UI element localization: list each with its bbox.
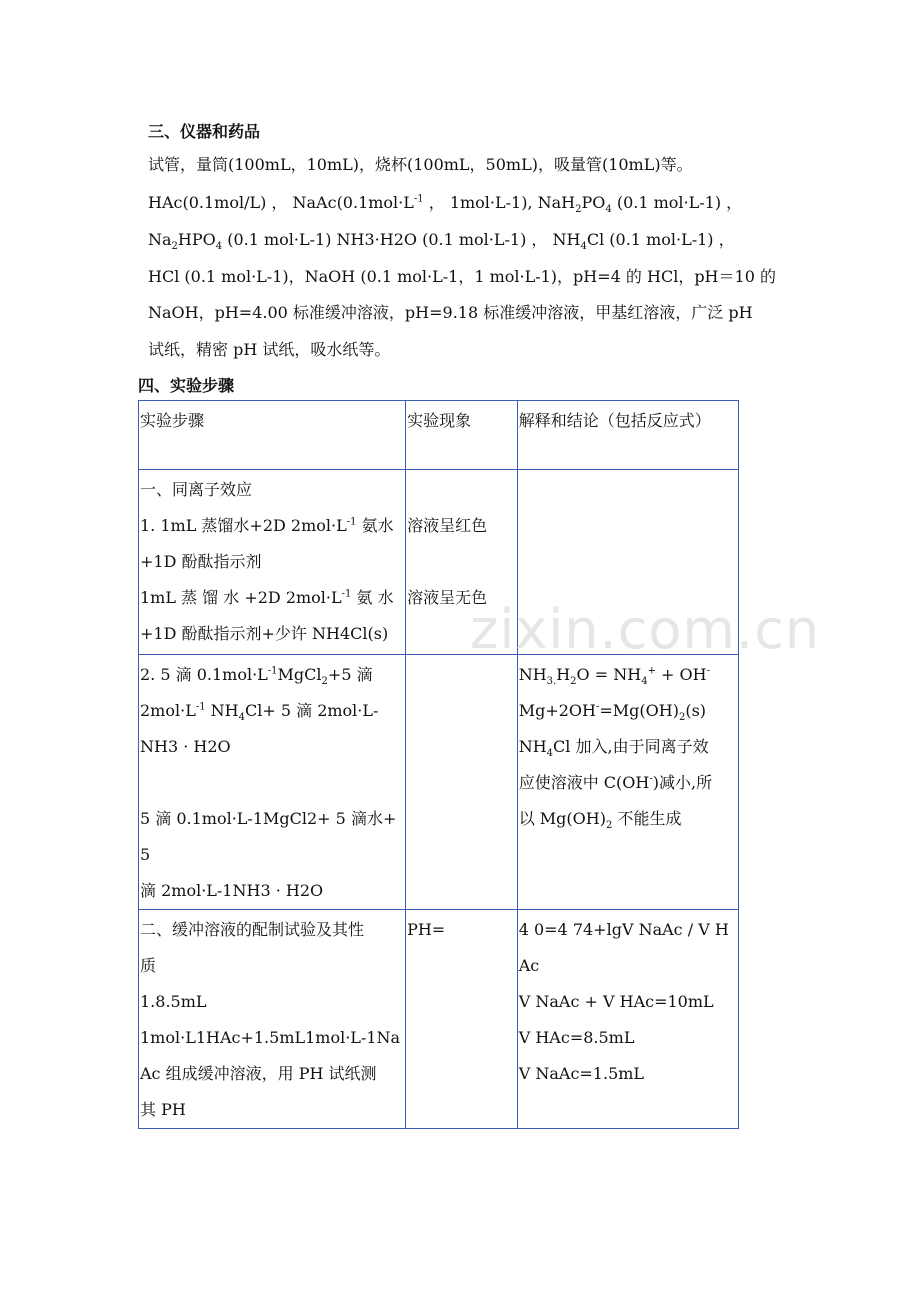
header-steps: 实验步骤 [139,401,406,470]
table-row [139,910,739,1129]
section-3-title: 三、仪器和药品 [148,122,261,141]
cell-phenomenon [406,655,518,910]
cell-line: 1mL 蒸 馏 水 +2D $2mol\cdot L^{-1}$ 氨 水 [140,588,394,607]
cell-line: 5 滴 0.1mol·L-1MgCl2+ 5 滴水+5 [140,809,397,864]
cell-line: +1D 酚酞指示剂 [140,552,262,571]
table-row [139,655,739,910]
watermark-text: zixin.com.cn [470,598,821,661]
cell-phenomenon: PH= [406,910,518,1129]
cell-line: 二、缓冲溶液的配制试验及其性 [140,920,365,939]
cell-line: 1.8.5mL [140,992,207,1011]
text-line-3: $Na_2HPO_4$ (0.1 mol·L-1) NH3·H2O (0.1 mol·L-1) ， $NH_4Cl$ (0.1 mol·L-1) ， [148,230,735,253]
text-line-1: 试管，量筒(100mL，10mL)，烧杯(100mL，50mL)，吸量管(10mL)等。 [148,155,693,174]
text-line-5: NaOH，pH=4.00 标准缓冲溶液，pH=9.18 标准缓冲溶液，甲基红溶液，广泛 pH [148,303,753,322]
cell-steps [139,470,406,655]
cell-line: +1D 酚酞指示剂+少许 NH4Cl(s) [140,624,389,643]
cell-line: 4 0=4 74+lgV NaAc / V HAc [518,920,729,975]
cell-steps [139,910,406,1129]
cell-line: V NaAc=1.5mL [518,1064,645,1083]
header-explanation: 解释和结论（包括反应式） [517,401,738,470]
text-line-6: 试纸，精密 pH 试纸，吸水纸等。 [148,340,391,359]
experiment-steps-table [138,400,739,1129]
cell-line: 一、同离子效应 [140,480,253,499]
section-4-title: 四、实验步骤 [138,376,235,395]
cell-line: $Mg+2OH^-=Mg(OH)_2(s)$ [518,701,707,724]
cell-line: 其 PH [140,1100,186,1119]
table-header-row [139,401,739,470]
cell-line: 1. 1mL 蒸馏水+2D $2mol\cdot L^{-1}$ 氨水 [140,516,394,535]
cell-line: 2. 5 滴 $0.1mol\cdot L^{-1}MgCl_2+5$ 滴 [140,665,373,688]
cell-line: 以 $Mg(OH)_2$ 不能生成 [518,809,682,832]
cell-line: $NH_4Cl$ 加入,由于同离子效 [518,737,709,760]
cell-line: 质 [140,956,157,975]
cell-line: V NaAc + V HAc=10mL [518,992,714,1011]
cell-explanation [517,655,738,910]
text-line-4: HCl (0.1 mol·L-1)，NaOH (0.1 mol·L-1，1 mol·L-1)，pH=4 的 HCl，pH＝10 的 [148,267,776,286]
cell-line: Ac 组成缓冲溶液，用 PH 试纸测 [140,1064,377,1083]
text-line-2: HAc(0.1mol/L) ， $NaAc(0.1mol\cdot L^{-1}$ ， 1mol·L-1), $NaH_2PO_4$ (0.1 mol·L-1) ， [148,193,743,216]
cell-line: 滴 2mol·L-1NH3 · H2O [140,881,324,900]
cell-line: 溶液呈红色 [407,516,488,535]
cell-line: V HAc=8.5mL [518,1028,635,1047]
cell-line: $NH_{3.}H_2O = NH_4^+ + OH^-$ [518,665,710,688]
cell-line: NH3 · H2O [140,737,231,756]
cell-line: 1mol·L1HAc+1.5mL1mol·L-1Na [140,1028,401,1047]
cell-steps [139,655,406,910]
cell-line: 溶液呈无色 [407,588,488,607]
cell-line: 应使溶液中 C(OH-)减小,所 [518,773,713,792]
cell-explanation [517,910,738,1129]
header-phenomenon: 实验现象 [406,401,518,470]
cell-line: $2mol\cdot L^{-1}$ $NH_4Cl+ 5$ 滴 2mol·L- [140,701,379,724]
